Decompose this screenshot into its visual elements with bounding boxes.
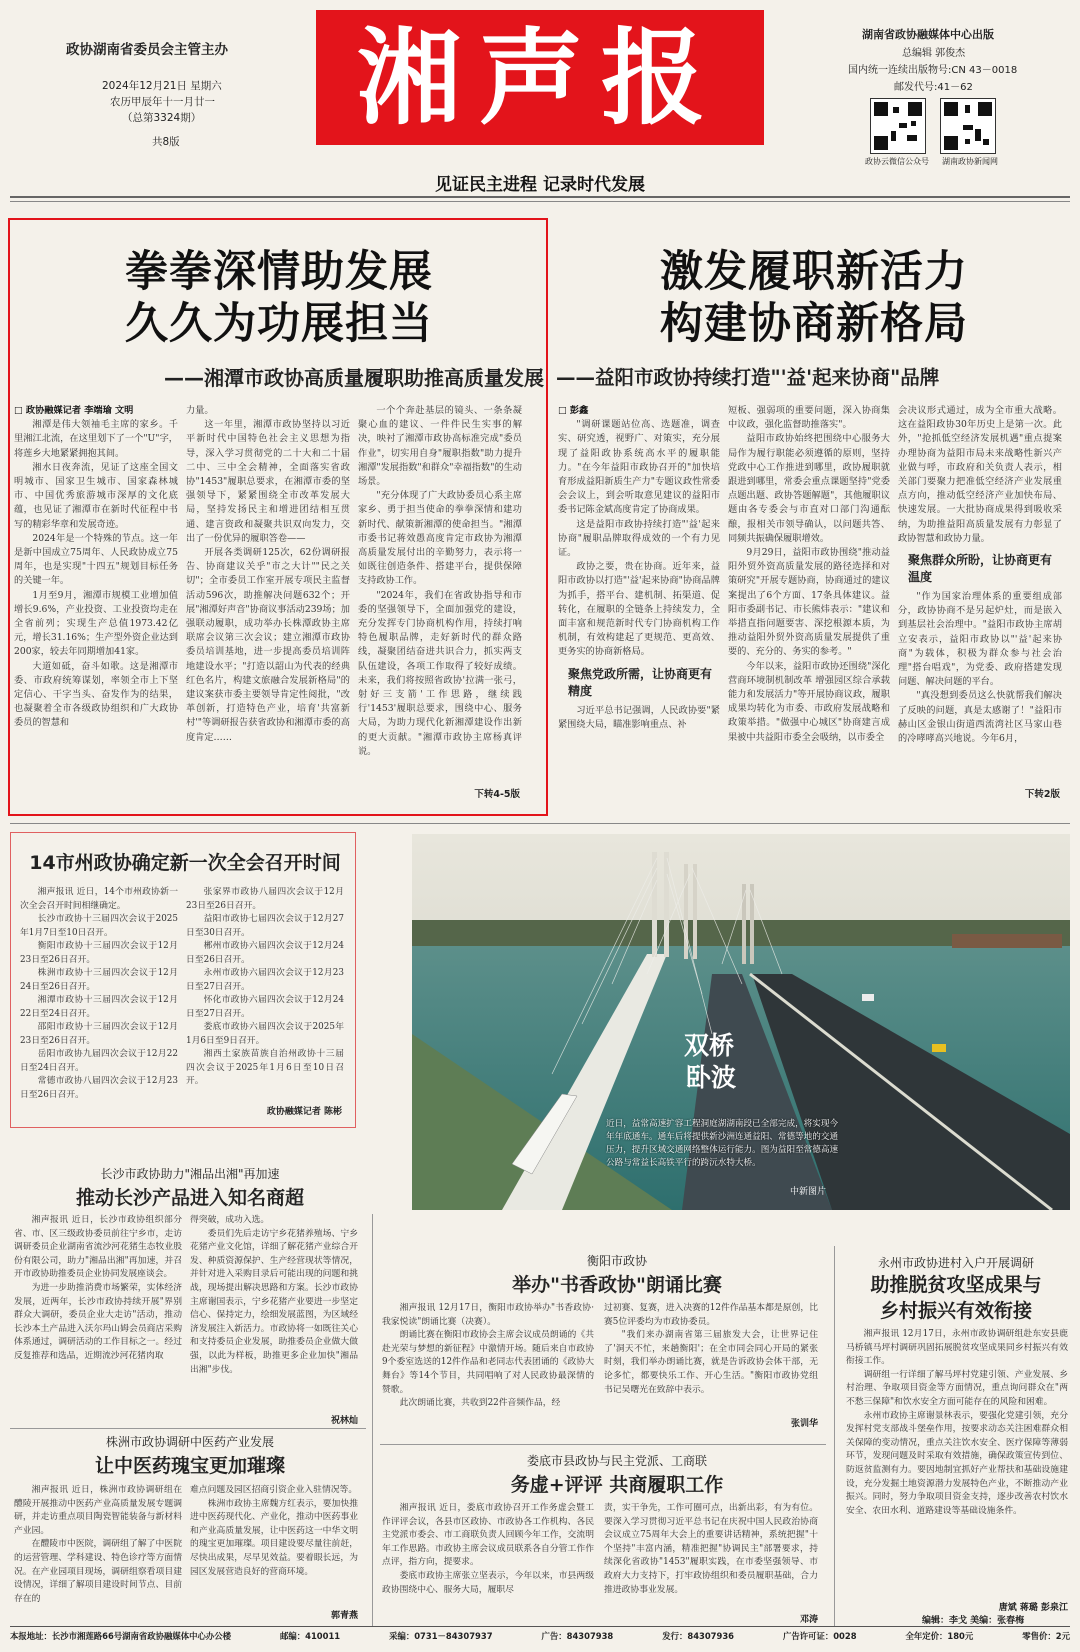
paragraph: 湘声报讯 12月17日，衡阳市政协举办"书香政协·我家悦读"朗诵比赛（决赛）。 [382,1303,594,1327]
story8-kicker: 永州市政协进村入户开展调研 [877,1256,1034,1270]
story7-kicker: 娄底市县政协与民主党派、工商联 [526,1454,707,1468]
footer-ad: 广告：84307938 [541,1631,614,1641]
story3-column-2 [186,886,344,1100]
story2-column-1 [558,404,720,804]
story3-headline[interactable]: 14市州政协确定新一次全会召开时间 [29,852,341,874]
paragraph: 朗诵比赛在衡阳市政协会主席会议成员朗诵的《共赴光荣与梦想的新征程》中激情开场。随后来自市政协9个委室选送的12件作品和老同志代表团诵的《政协大舞台》等14个节目，共同唱响了对人民政协最深情的赞歌。 [382,1330,594,1395]
story3-column-1 [20,886,178,1116]
story8-headline[interactable] [842,1272,1070,1324]
paragraph: 难点问题及园区招商引资企业入驻情况等。 [190,1485,358,1495]
photo-credit: 中新图片 [790,1187,827,1197]
bridge-photo[interactable] [412,834,1070,1210]
story1-subhead: ——湘潭市政协高质量履职助推高质量发展 [164,366,544,390]
page-editors: 编辑：李戈 美编：张春梅 [922,1616,1025,1626]
paragraph: 政协之要，贵在协商。近年来，益阳市政协以打造"'益'起来协商"协商品牌为抓手，搭平台、建机制、拓渠道、促转化，在履职的全链条上持续发力，全面丰富和规范新时代专门协商机构工作机制，有效构建起了更规范、更高效、更务实的协商新格局。 [558,561,720,658]
story6-kicker: 衡阳市政协 [586,1254,647,1268]
photo-title [684,1030,736,1094]
paragraph: 开展各类调研125次，62份调研报告、协商建议关乎"市之大计""民之关切"；全市委员工作室开展专项民主监督活动596次，助推解决问题632个；开展"湘潭好声音"协商议事活动239场；加强联动履职，成功举办长株潭政协主席联席会议第三次会议；建立湘潭市政协委员培训基地，进一步提高委员培训阵地建设水平；"打造以韶山为代表的经典红色名片，构建文旅融合发展新格局"的建议案获市委主要领导肯定性阅批，"改革创新，打造特色产业，培育'共富新村'"等调研报告获省政协和湘潭市委的高度肯定…… [186,547,350,743]
paragraph: 娄底市政协主席张立坚表示，今年以来，市县两级政协围绕中心、服务大局，履职尽 [382,1570,594,1595]
paragraph: 过初赛、复赛，进入决赛的12件作品基本都是原创，比赛5位评委均为市政协委员。 [604,1303,818,1327]
issue-number: （总第3324期） [122,112,202,124]
paragraph: 张家界市政协八届四次会议于12月23日至26日召开。 [186,887,344,911]
byline-text: 政协融媒记者 李端瑜 文明 [25,405,134,416]
story1-byline: □ 政协融媒记者 李端瑜 文明 [14,405,134,416]
paragraph: 在醴陵市中医院，调研组了解了中医院的运营管理、学科建设、特色诊疗等方面情况。在产业园项目现场，调研组察看项目建设情况，详细了解项目建设时间节点、目前存在的 [14,1539,182,1604]
paragraph: 今年以来，益阳市政协还围绕"深化营商环境制机制改革 增强园区综合承载能力和发展活力"等开展协商议政，履职成果均转化为市委、市政府发展战略和政策举措。"做强中心城区"协商建言成果被中共益阳市委全会吸纳，以市委全 [728,660,890,743]
story2-headline-line1: 激发履职新活力 [660,247,968,297]
cn-number: 国内统一连续出版物号:CN 43－0018 [848,65,1018,76]
chief-editor: 总编辑 郭俊杰 [902,48,966,59]
qr-code-icon[interactable] [870,98,926,154]
paragraph: 为进一步助推消费市场繁荣，实体经济发展，近两年，长沙市政协持续开展"界别群众大调研，委员企业大走访"活动，推动长沙本土产品进入沃尔玛山姆会员商店采购体系通过，调研活动的工作目标之一。经过反复推荐和选品，近期流沙河花猪肉取 [14,1282,182,1361]
story4-byline: 祝林灿 [330,1416,358,1426]
paragraph: 怀化市政协六届四次会议于12月24日至27日召开。 [186,995,344,1019]
paragraph: 习近平总书记强调，人民政协要"紧紧围绕大局，瞄准影响重点、补 [558,704,720,730]
story6-column-2 [604,1302,818,1414]
story5-column-1 [14,1484,182,1620]
sponsor-line: 政协湖南省委员会主管主办 [66,42,228,58]
paragraph: 这是益阳市政协持续打造"'益'起来协商"履职品牌取得成效的一个有力见证。 [558,518,720,559]
paragraph: 郴州市政协六届四次会议于12月24日至26日召开。 [186,941,344,965]
paragraph: 株洲市政协十三届四次会议于12月24日至26日召开。 [20,968,178,992]
story7-column-2 [604,1502,818,1610]
story2-byline: □ 彭鑫 [558,405,589,416]
footer-license: 广告许可证：0028 [782,1631,857,1641]
paragraph: 这一年里，湘潭市政协坚持以习近平新时代中国特色社会主义思想为指导，深入学习贯彻党的二十大和二十届二中、三中全会精神，全面落实省政协"1453"履职总要求，在湘潭市委的坚强领导下，紧紧围绕全市改革发展大局，坚持发扬民主和增进团结相互贯通、建言资政和凝聚共识双向发力，交出了一份优异的履职答卷—— [186,419,350,544]
story7-column-1 [382,1502,594,1624]
paragraph: 永州市政协主席谢景林表示，要强化党建引领，充分发挥村党支部战斗堡垒作用，按要求动态关注困难群众相关保障的变动情况，重点关注饮水安全、医疗保障等薄弱环节，发现问题及时采取有效措施，确保政策宣传到位、防返贫监测有力。要因地制宜抓好产业帮扶和基础设施建设，充分发掘土地资源潜力发展特色产业，不断推动产业振兴。同时，努力争取项目资金支持，逐步改善农村饮水安全、农田水利、道路建设等基础设施条件。 [846,1410,1068,1516]
paragraph: 大道如砥，奋斗如歌。这是湘潭市委、市政府统筹谋划，率领全市上下坚定信心、干字当头、奋发作为的结果，也凝聚着全市各级政协组织和广大政协委员的智慧和 [14,660,178,729]
paragraph: 湘声报讯 12月17日，永州市政协调研组赴东安县鹿马桥镇马坪村调研巩固拓展脱贫攻坚成果同乡村振兴有效衔接工作。 [846,1329,1068,1367]
footer-price-issue: 零售价：2元 [1022,1631,1070,1641]
story8-byline: 唐斌 蒋璐 彭泉江 [998,1603,1068,1613]
story5-byline: 郭青燕 [330,1611,358,1621]
story8-column-1 [846,1328,1068,1598]
paragraph: 此次朗诵比赛，共收到22件音频作品，经 [399,1398,561,1409]
story5-headline[interactable]: 让中医药瑰宝更加璀璨 [94,1455,285,1477]
paragraph: 湘声报讯 近日，株洲市政协调研组在醴陵开展推动中医药产业高质量发展专题调研，并走访重点项目陶瓷智能装备与新材料产业园。 [14,1485,182,1536]
paragraph: 湘潭市政协十三届四次会议于12月22日至24日召开。 [20,995,178,1019]
qr-code-icon[interactable] [940,98,996,154]
paragraph: 力量。 [186,405,214,416]
story6-byline: 张训华 [790,1419,818,1429]
paragraph: 湘声报讯 近日，长沙市政协组织部分省、市、区三级政协委员前往宁乡市，走访调研委员企业湖南省流沙河花猪生态牧业股份有限公司，助力"湘品出湘"再加速，并召开市政协助推委员企业协同发展座谈会。 [14,1215,182,1280]
byline-text: 彭鑫 [569,405,589,416]
story8-headline-line1: 助推脱贫攻坚成果与 [870,1274,1042,1296]
date-line: 2024年12月21日 星期六 [102,80,222,92]
story6-column-1 [382,1302,594,1432]
photo-title-line2: 卧波 [686,1063,737,1092]
story2-section-heading: 聚焦群众所盼，让协商更有温度 [908,553,1053,585]
lunar-date: 农历甲辰年十一月廿一 [110,96,215,108]
story6-headline[interactable]: 举办"书香政协"朗诵比赛 [512,1274,722,1296]
footer-address: 本报地址：长沙市湘莲路66号湖南省政协融媒体中心办公楼 [10,1631,232,1641]
story8-headline-line2: 乡村振兴有效衔接 [879,1300,1032,1322]
paragraph: 湘声报讯 近日，14个市州政协新一次全会召开时间相继确定。 [20,887,178,911]
footer-price-year: 全年定价：180元 [905,1631,974,1641]
slogan: 见证民主进程 记录时代发展 [435,175,645,195]
story7-headline[interactable]: 务虚+评评 共商履职工作 [510,1474,724,1496]
story2-column-2 [728,404,890,804]
paragraph: 益阳市政协七届四次会议于12月27日至30日召开。 [186,914,344,938]
qr2-label: 湖南政协新闻网 [942,157,998,166]
paragraph: 株洲市政协主席魏方红表示，要加快推进中医药现代化、产业化，推动中医药事业和产业高质量发展，让中医药这一中华文明的瑰宝更加璀璨。项目建设要尽量往前赶，尽快出成果，尽早见效益。要着眼长远，为园区发展营造良好的营商环境。 [190,1498,358,1577]
qr1-label: 政协云微信公众号 [865,157,929,166]
story4-kicker: 长沙市政协助力"湘品出湘"再加速 [100,1167,280,1181]
paragraph: 9月29日，益阳市政协围绕"推动益阳外贸外资高质量发展的路径选择和对策研究"开展专题协商，协商通过的建议案提出了6个方面、17条具体建议。益阳市委副书记、市长熊炜表示："建议和举措直指问题要害、深挖根源本质，为推动益阳外贸外资高质量发展提供了重要的、充分的、务实的参考。" [728,547,890,658]
page-count: 共8版 [152,136,180,148]
paragraph: 2024年是一个特殊的节点。这一年是新中国成立75周年、人民政协成立75周年，也是实现"十四五"规划目标任务的关键一年。 [14,532,178,587]
paragraph: 得突破，成功入选。 [190,1215,270,1225]
postal-code: 邮发代号:41－62 [894,82,973,93]
story5-kicker: 株洲市政协调研中医药产业发展 [105,1435,274,1449]
photo-title-line1: 双桥 [684,1031,735,1060]
paragraph: "调研课题站位高、选题准，调查实、研究透，视野广、对策实，充分展现了益阳政协系统高水平的履职能力。"在今年益阳市政协召开的"加快培育形成益阳新质生产力"专题议政性常委会会议上，到会听取意见建议的益阳市委书记陈金斌高度肯定了协商成果。 [558,419,720,516]
footer-tel: 采编：0731－84307937 [389,1631,493,1641]
paragraph: "我们来办湖南省第三届旅发大会，让世界记住了'洞天不忙，来趟衡阳'；在全市同会同心开局的紧张时刻，我们举办朗诵比赛，就是告诉政协会体干部，无论多忙，都要快乐工作、开心生活。"衡阳市政协党组书记吴曙光在致辞中表示。 [604,1330,818,1395]
paragraph: 衡阳市政协十三届四次会议于12月23日至26日召开。 [20,941,178,965]
story1-continued[interactable]: 下转4-5版 [474,789,520,800]
story2-headline[interactable] [558,246,1070,350]
story2-continued[interactable]: 下转2版 [1024,789,1060,800]
story1-column-1 [14,404,178,800]
paragraph: 责，实干争先，工作可圈可点，出新出彩，有为有位。要深入学习贯彻习近平总书记在庆祝中国人民政治协商会议成立75周年大会上的重要讲话精神，系统把握"十个坚持"丰富内涵，精准把握"协调民主"部署要求，持续深化省政协"1453"履职实践，在市委坚强领导、市政府大力支持下，打牢政协组织和委员履职基础，合力推进政协事业发展。 [604,1503,818,1595]
paragraph: 湘水日夜奔流，见证了这座全国文明城市、国家卫生城市、国家森林城市、中国优秀旅游城市深厚的文化底蕴，也见证了湘潭市在新时代征程中书写的精彩华章和发展奇迹。 [14,461,178,530]
story4-headline[interactable]: 推动长沙产品进入知名商超 [75,1187,304,1209]
story4-column-1 [14,1214,182,1424]
paragraph: 一个个奔赴基层的镜头、一条条凝聚心血的建议、一件件民生实事的解决，映衬了湘潭市政协高标准完成"委员作业"，切实用自身"履职指数"助力提升湘潭"发展指数"和群众"幸福指数"的生动场景。 [358,405,522,488]
paragraph: "真没想到委员这么快就帮我们解决了反映的问题，真是太感谢了！"益阳市赫山区金银山街道西流湾社区马家山巷的冷哮哮高兴地说。今年6月， [898,690,1062,745]
footer-zip: 邮编：410011 [280,1631,341,1641]
paragraph: 益阳市政协始终把围绕中心服务大局作为履行职能必须遵循的原则，坚持党政中心工作推进到哪里，政协履职就跟进到哪里，常委会重点课题坚持"党委点题出题、政协答题解题"，其他履职议题由各专委会与市直对口部门沟通酝酿，报相关市领导确认，以问题共答、同频共振确保履职增效。 [728,433,890,544]
story2-subhead: ——益阳市政协持续打造"'益'起来协商"品牌 [556,366,940,389]
paragraph: 湘潭是伟大领袖毛主席的家乡。千里湘江北流，在这里划下了一个"U"字，将莲乡大地紧紧拥抱其间。 [14,419,178,459]
paragraph: 长沙市政协十三届四次会议于2025年1月7日至10日召开。 [20,914,178,938]
paragraph: 岳阳市政协九届四次会议于12月22日至24日召开。 [20,1049,178,1073]
paragraph: 常德市政协八届四次会议于12月23日至26日召开。 [20,1076,178,1100]
paragraph: 永州市政协六届四次会议于12月23日至27日召开。 [186,968,344,992]
paragraph: 会决议形式通过，成为全市重大战略。这在益阳政协30年历史上是第一次。此外，"抢抓低空经济发展机遇"重点提案办理协商为益阳市局未来战略性新兴产业做与呼，市政府和关负责人表示，相关部门要聚力把准低空经济产业发展重点方向，推动低空经济产业加快布局、快速发展。一大批协商成果得到吸收采纳，为助推益阳高质量发展有力彰显了政协智慧和政协力量。 [898,405,1062,544]
paragraph: 调研组一行详细了解马坪村党建引领、产业发展、乡村治理、争取项目资金等方面情况，重点询问群众在"两不愁三保障"和饮水安全方面可能存在的风险和困难。 [846,1369,1068,1407]
story1-headline-line2: 久久为功展担当 [125,299,433,349]
story1-column-2 [186,404,350,800]
paragraph: 短板、强弱项的重要问题，深入协商集中议政，强化监督助推落实"。 [728,405,890,431]
story7-byline: 邓涛 [799,1615,818,1625]
footer-dist: 发行：84307936 [662,1631,734,1641]
story4-column-2 [190,1214,358,1410]
story2-headline-line2: 构建协商新格局 [660,299,968,349]
story2-section-heading: 聚焦党政所需，让协商更有精度 [568,666,713,698]
masthead-title-block [316,10,764,145]
story2-column-3 [898,404,1062,784]
paragraph: 邵阳市政协十三届四次会议于12月23日至26日召开。 [20,1022,178,1046]
story1-headline[interactable] [20,246,538,350]
paragraph: "2024年，我们在省政协指导和市委的坚强领导下，全面加强党的建设，充分发挥专门协商机构作用，持续打响特色履职品牌，走好新时代的群众路线，凝聚团结奋进共识合力，抓实两支队伍建设，各项工作取得了较好成绩。未来，我们将按照省政协'拉满一张弓，射好三支箭'工作思路，继续践行'1453'履职总要求，围绕中心、服务大局，为助力现代化新湘潭建设作出新的更大贡献。"湘潭市政协主席杨真评说。 [358,589,522,757]
paragraph: 委员们先后走访宁乡花猪养殖场、宁乡花猪产业文化馆，详细了解花猪产业综合开发、种质资源保护、生产经营现状等情况，并针对进入采购目录后可能出现的问题和挑战，现场提出解决思路和方案。长沙市政协主席谢国表示，宁乡花猪产业要进一步坚定信心、保持定力，绘细发展蓝图，为区域经济发展注入新活力。市政协将一如既往关心和支持委员企业发展，助推委员企业做大做强，以此为样板，助推更多企业加快"湘品出湘"步伐。 [190,1228,358,1375]
paragraph: "作为国家治理体系的重要组成部分，政协协商不是另起炉灶，而是嵌入到基层社会治理中。"益阳市政协主席胡立安表示，益阳市政协以"'益'起来协商"为载体，积极为群众参与社会治理"搭台唱戏"，为党委、政府搭建发现问题、解决问题的平台。 [898,591,1062,688]
story3-byline: 政协融媒记者 陈彬 [266,1107,342,1117]
photo-caption: 近日，益常高速扩容工程洞庭湖湖南段已全部完成，将实现今年年底通车。通车后将提供新沙洲连通益阳、常德等地的交通压力，提升区域交通网络整体运行能力。图为益阳至常德高速公路与常益长高铁平行的跨沅水特大桥。 [606,1119,839,1168]
story1-column-3 [358,404,522,784]
paragraph: 娄底市政协六届四次会议于2025年1月6日至9日召开。 [186,1022,344,1046]
publisher: 湖南省政协融媒体中心出版 [862,28,994,41]
paragraph: 湘西土家族苗族自治州政协十三届四次会议于2025年1月6日至10日召开。 [186,1049,344,1086]
footer-bar [10,1630,1070,1646]
paragraph: 湘声报讯 近日，娄底市政协召开工作务虚会暨工作评评会议，各县市区政协、市政协各工作机构、各民主党派市委会、市工商联负责人回顾今年工作，交流明年工作思路。市政协主席会议成员联系各自分管工作作点评，指方向，提要求。 [382,1503,594,1568]
story5-column-2 [190,1484,358,1606]
paragraph: 1月至9月，湘潭市规模工业增加值增长9.6%，产业投资、工业投资均走在全省前列；实现生产总值1973.42亿元，增长31.16%；生产型外资企业达到200家，较去年同期增加41家。 [14,589,178,658]
story1-headline-line1: 拳拳深情助发展 [125,247,433,297]
newspaper-title: 湘声报 [356,16,723,139]
paragraph: "充分体现了广大政协委员心系主席家乡、勇于担当使命的拳拳深情和建功新时代、献策新湘潭的使命担当。"湘潭市委书记蒋效愚高度肯定市政协为湘潭高质量发展付出的辛勤努力，表示将一如既往创造条件、搭建平台，提供保障支持政协工作。 [358,490,522,587]
